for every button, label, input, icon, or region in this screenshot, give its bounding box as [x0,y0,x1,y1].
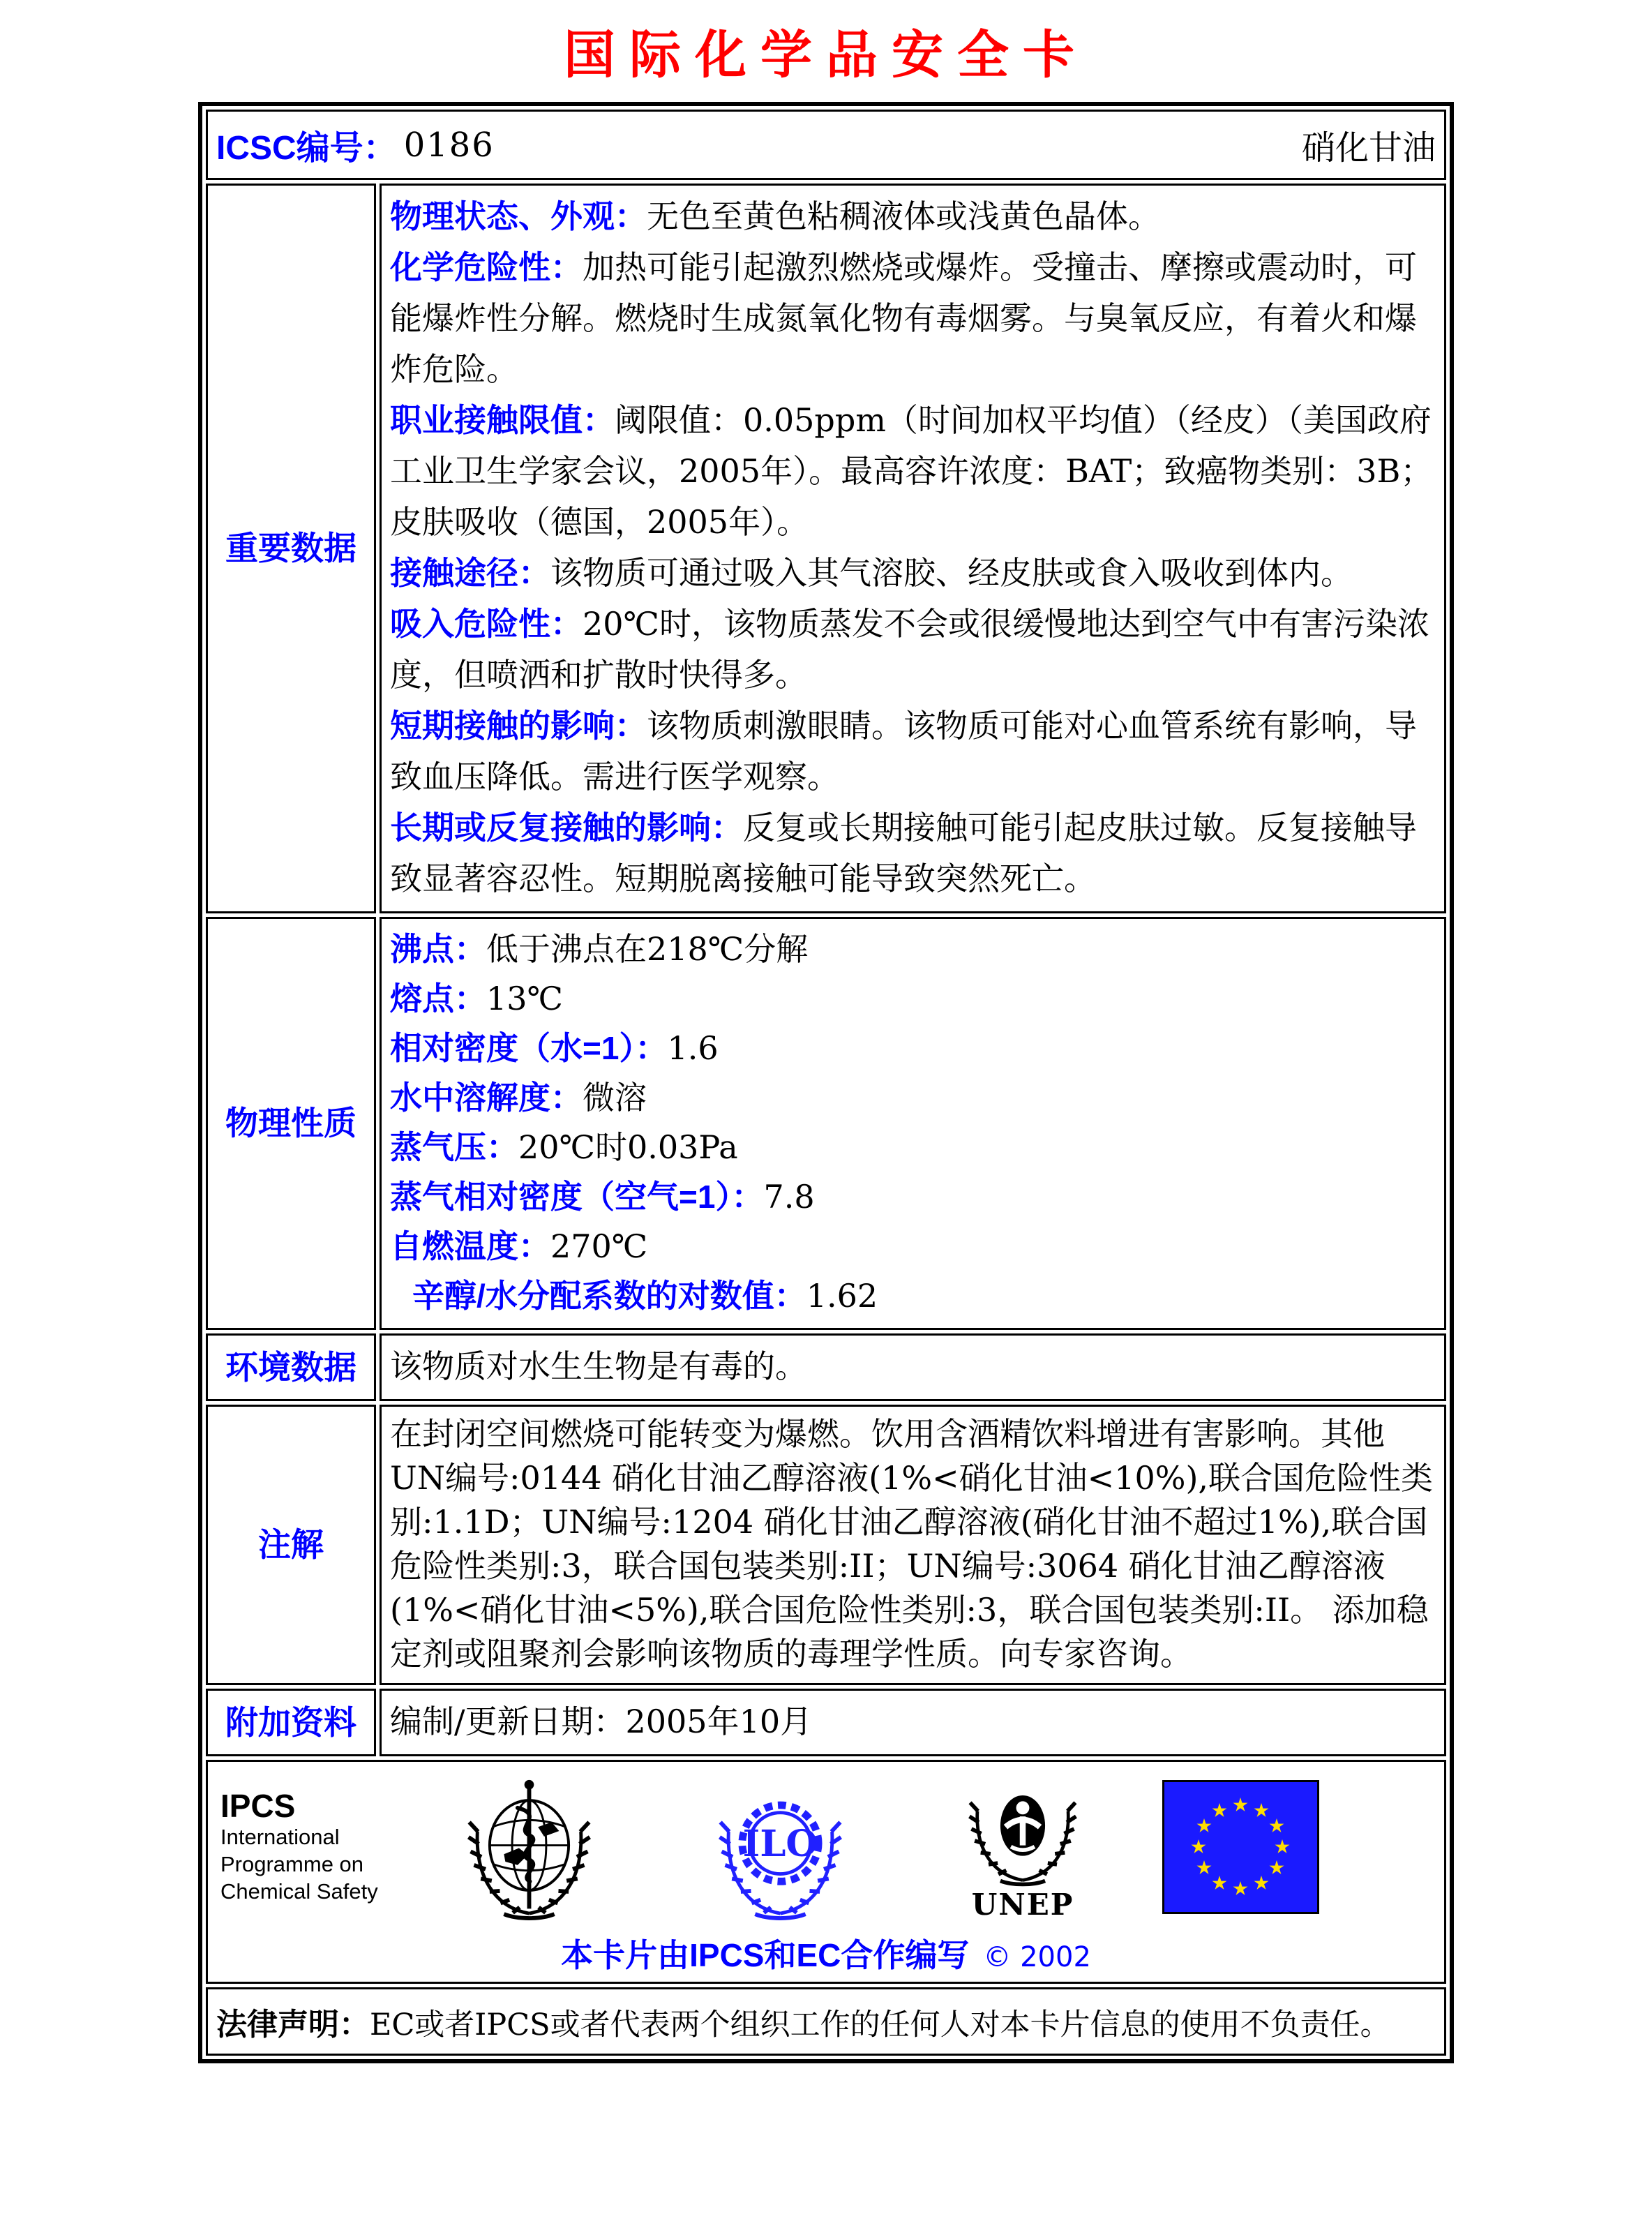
environment-content [380,1333,1446,1401]
field-label: 物理状态、外观： [390,198,647,234]
unep-logo-icon [956,1772,1089,1887]
logos-cell [206,1760,1446,1984]
header-cell [206,110,1446,180]
field-label: 相对密度（水=1）： [390,1030,668,1066]
field-label: 化学危险性： [390,249,583,285]
field-label: 蒸气压： [390,1129,518,1165]
field-label: 短期接触的影响： [390,708,647,744]
field-text: 该物质刺激眼睛。该物质可能对心血管系统有影响，导致血压降低。需进行医学观察。 [390,707,1417,795]
field-text: 270℃ [550,1227,648,1265]
additional-info-text: 编制/更新日期：2005年10月 [390,1703,813,1740]
section-label-physical: 物理性质 [206,917,376,1330]
important-item [390,599,1436,701]
field-label: 职业接触限值： [390,402,615,438]
who-logo-icon [458,1774,601,1920]
field-label: 自燃温度： [390,1228,550,1264]
logos-row [206,1760,1446,1984]
ipcs-subtitle-line: Chemical Safety [220,1879,378,1904]
field-text: 加热可能引起激烈燃烧或爆炸。受撞击、摩擦或震动时，可能爆炸性分解。燃烧时生成氮氧化物有毒烟雾。与臭氧反应，有着火和爆炸危险。 [390,248,1417,388]
ipcs-subtitle-line: International [220,1825,340,1849]
field-text: 20℃时，该物质蒸发不会或很缓慢地达到空气中有害污染浓度，但喷洒和扩散时快得多。 [390,605,1429,694]
ipcs-block [220,1788,405,1905]
field-label: 水中溶解度： [390,1079,583,1116]
important-item [390,802,1436,904]
field-label: 吸入危险性： [390,606,583,642]
credit-line [208,1930,1444,1976]
legal-cell [206,1987,1446,2056]
field-label: 长期或反复接触的影响： [390,809,743,846]
field-text: 反复或长期接触可能引起皮肤过敏。反复接触导致显著容忍性。短期脱离接触可能导致突然死亡。 [390,809,1417,897]
field-label: 辛醇/水分配系数的对数值： [412,1278,806,1314]
additional-info-content [380,1689,1446,1756]
important-item [390,242,1436,395]
header-row [206,110,1446,180]
legal-row [206,1987,1446,2056]
field-text: 1.62 [806,1277,878,1315]
field-label: 熔点： [390,980,486,1017]
physical-item [390,974,1436,1024]
field-label: 沸点： [390,931,486,967]
field-text: 低于沸点在218℃分解 [486,930,809,968]
icsc-number-label: ICSC编号： [216,130,397,167]
notes-text: 在封闭空间燃烧可能转变为爆燃。饮用含酒精饮料增进有害影响。其他UN编号:0144 硝化甘油乙醇溶液(1%<硝化甘油<10%),联合国危险性类别:1.1D；UN编号:1204 硝化甘油乙醇溶液(硝化甘油不超过1%),联合国危险性类别:3，联合国包装类别:II；UN编号:3064 硝化甘油乙醇溶液(1%<硝化甘油<5%),联合国危险性类别:3，联合国包装类别:II。 添加稳定剂或阻聚剂会影响该物质的毒理学性质。向专家咨询。 [390,1415,1434,1673]
important-data-row [206,184,1446,913]
additional-info-row [206,1689,1446,1756]
ipcs-title: IPCS [220,1788,296,1824]
section-label-environment: 环境数据 [206,1333,376,1401]
physical-item [390,1222,1436,1271]
field-text: 微溶 [583,1079,647,1116]
section-label-additional: 附加资料 [206,1689,376,1756]
field-text: 该物质可通过吸入其气溶胶、经皮肤或食入吸收到体内。 [550,554,1353,592]
ipcs-subtitle-line: Programme on [220,1852,364,1876]
ilo-logo-icon [709,1774,852,1920]
credit-copyright: © 2002 [983,1941,1091,1973]
field-text: 20℃时0.03Pa [518,1128,738,1166]
important-item [390,701,1436,802]
unep-label: UNEP [971,1888,1074,1922]
svg-text:ILO: ILO [742,1822,818,1865]
physical-properties-row [206,917,1446,1330]
credit-text: 本卡片由IPCS和EC合作编写 [561,1937,970,1973]
notes-row [206,1405,1446,1685]
important-data-content [380,184,1446,913]
unep-block [956,1772,1089,1922]
important-item [390,191,1436,242]
field-text: 1.6 [667,1029,719,1067]
field-text: 13℃ [486,980,563,1017]
physical-item [390,1073,1436,1123]
field-label: 接触途径： [390,555,550,591]
chemical-name: 硝化甘油 [1301,128,1436,167]
field-text: 阈限值：0.05ppm（时间加权平均值）（经皮）（美国政府工业卫生学家会议，2005年）。最高容许浓度：BAT；致癌物类别：3B；皮肤吸收（德国，2005年）。 [390,401,1433,541]
field-text: 无色至黄色粘稠液体或浅黄色晶体。 [647,197,1160,235]
physical-properties-content [380,917,1446,1330]
icsc-number-value: 0186 [403,125,495,165]
environment-row [206,1333,1446,1401]
field-label: 蒸气相对密度（空气=1）： [390,1179,764,1215]
physical-item [390,1123,1436,1172]
section-label-important: 重要数据 [206,184,376,913]
physical-item [390,1271,1436,1321]
notes-content [380,1405,1446,1685]
eu-flag-icon [1162,1780,1319,1914]
physical-item [390,1172,1436,1222]
section-label-notes: 注解 [206,1405,376,1685]
legal-label: 法律声明： [216,2008,370,2042]
legal-text: EC或者IPCS或者代表两个组织工作的任何人对本卡片信息的使用不负责任。 [370,2008,1390,2042]
field-text: 7.8 [763,1178,815,1216]
important-item [390,548,1436,599]
physical-item [390,1024,1436,1073]
environment-text: 该物质对水生生物是有毒的。 [390,1347,807,1385]
page-title: 国际化学品安全卡 [564,25,1088,85]
icsc-page [0,14,1652,2235]
important-item [390,395,1436,548]
icsc-card-table [198,102,1454,2063]
physical-item [390,925,1436,974]
